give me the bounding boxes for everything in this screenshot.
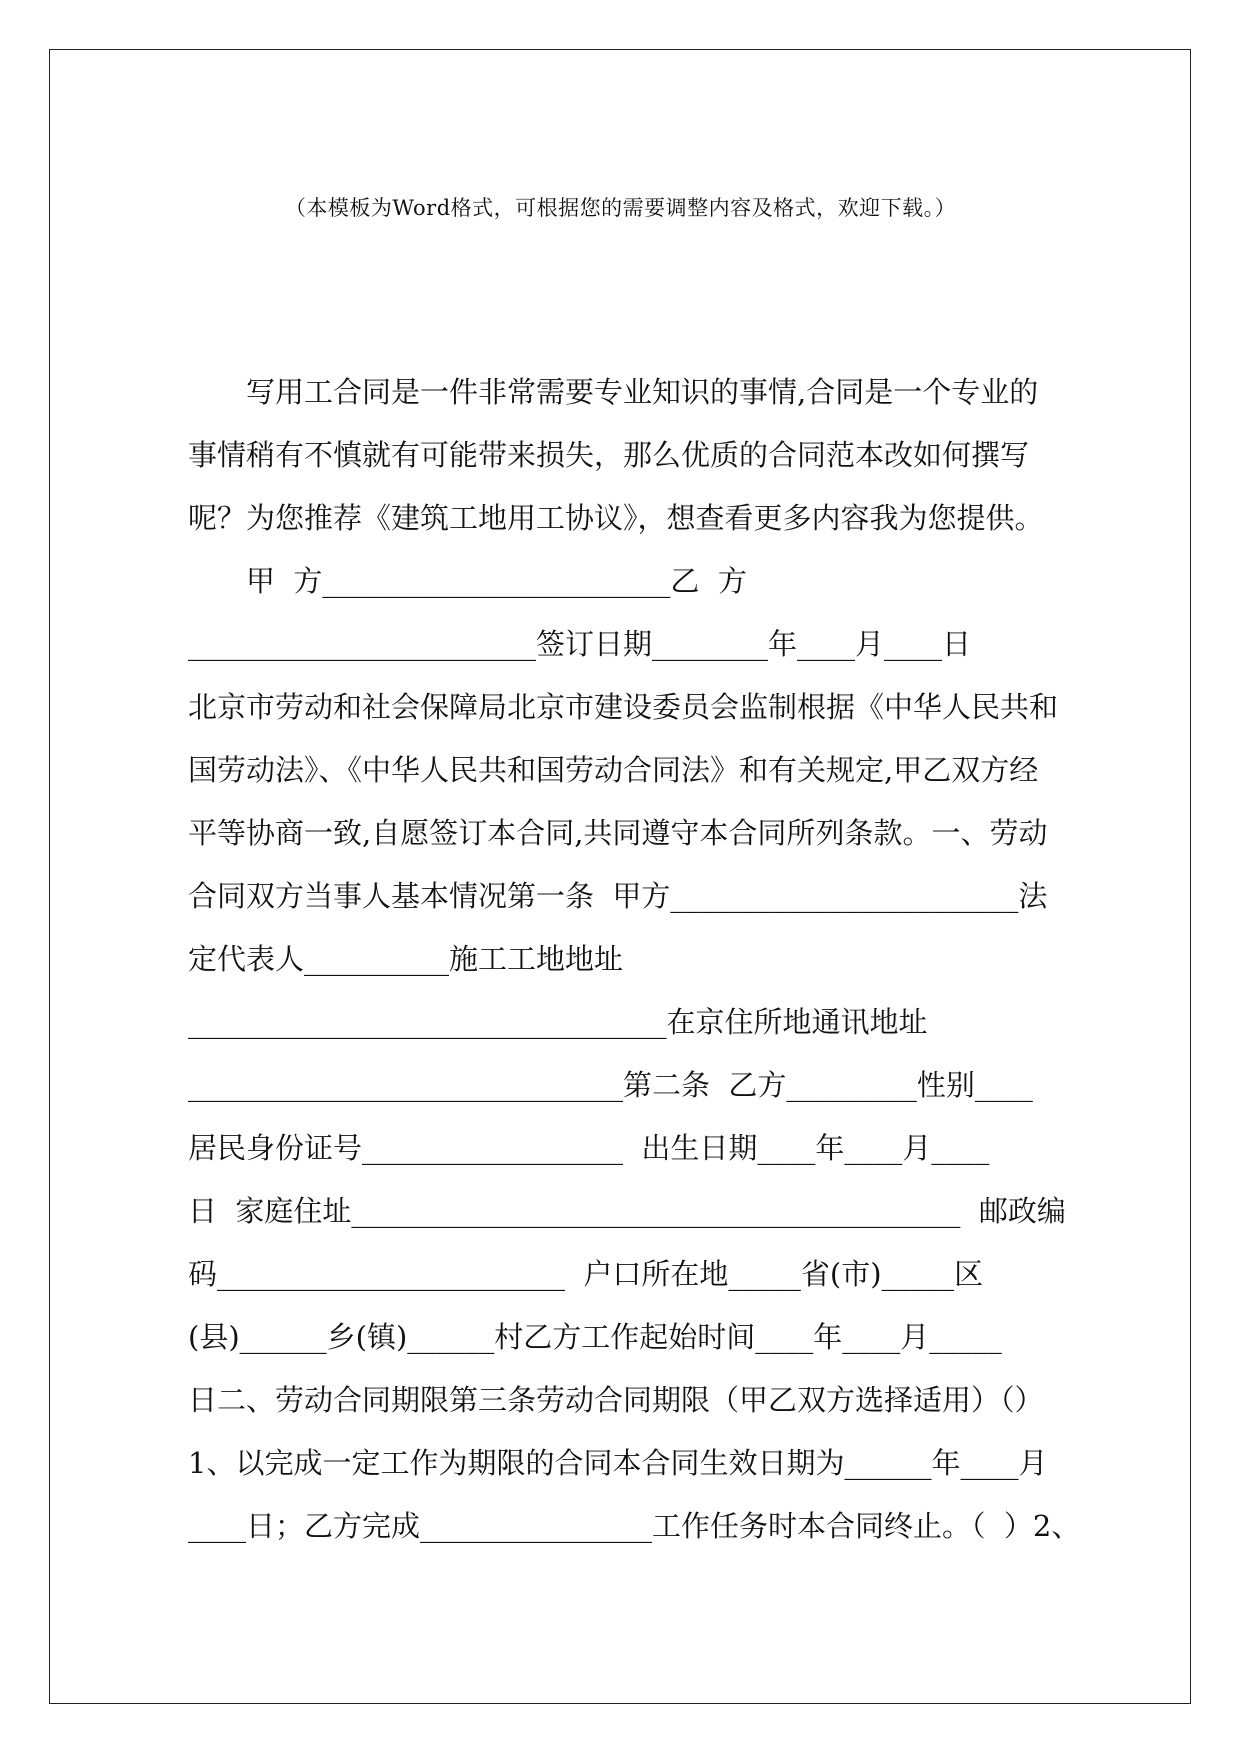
term-end-line: ____日；乙方完成________________工作任务时本合同终止。（ ）2、 [188, 1509, 1081, 1543]
term-option-1-line: 1、以完成一定工作为期限的合同本合同生效日期为______年____月 [188, 1446, 1048, 1480]
id-number-line: 居民身份证号__________________ 出生日期____年____月____ [188, 1131, 990, 1165]
start-time-line: (县)______乡(镇)______村乙方工作起始时间____年____月_____ [188, 1320, 1002, 1354]
article-three-line: 日二、劳动合同期限第三条劳动合同期限（甲乙双方选择适用）（） [188, 1383, 1044, 1417]
registration-line: 码________________________ 户口所在地_____省(市)_____区 [188, 1257, 984, 1291]
party-a-line: 甲 方________________________乙 方 [188, 564, 747, 598]
home-address-line: 日 家庭住址__________________________________________ 邮政编 [188, 1194, 1066, 1228]
article-one-line: 合同双方当事人基本情况第一条 甲方________________________法 [188, 879, 1048, 913]
body-line-7: 国劳动法》、《中华人民共和国劳动合同法》和有关规定,甲乙双方经 [188, 753, 1039, 787]
body-line-1: 写用工合同是一件非常需要专业知识的事情,合同是一个专业的 [188, 375, 1039, 409]
article-two-line: ______________________________第二条 乙方_________性别____ [188, 1068, 1033, 1102]
body-line-6: 北京市劳动和社会保障局北京市建设委员会监制根据《中华人民共和 [188, 690, 1059, 724]
address-line: _________________________________在京住所地通讯地址 [188, 1005, 928, 1039]
body-line-8: 平等协商一致,自愿签订本合同,共同遵守本合同所列条款。一、劳动 [188, 816, 1048, 850]
body-line-2: 事情稍有不慎就有可能带来损失，那么优质的合同范本改如何撰写 [188, 438, 1030, 472]
signing-date-line: ________________________签订日期________年____月____日 [188, 627, 972, 661]
body-line-3: 呢？为您推荐《建筑工地用工协议》，想查看更多内容我为您提供。 [188, 501, 1044, 535]
legal-rep-line: 定代表人__________施工工地地址 [188, 942, 624, 976]
template-notice: （本模板为Word格式，可根据您的需要调整内容及格式，欢迎下载。） [284, 196, 957, 220]
